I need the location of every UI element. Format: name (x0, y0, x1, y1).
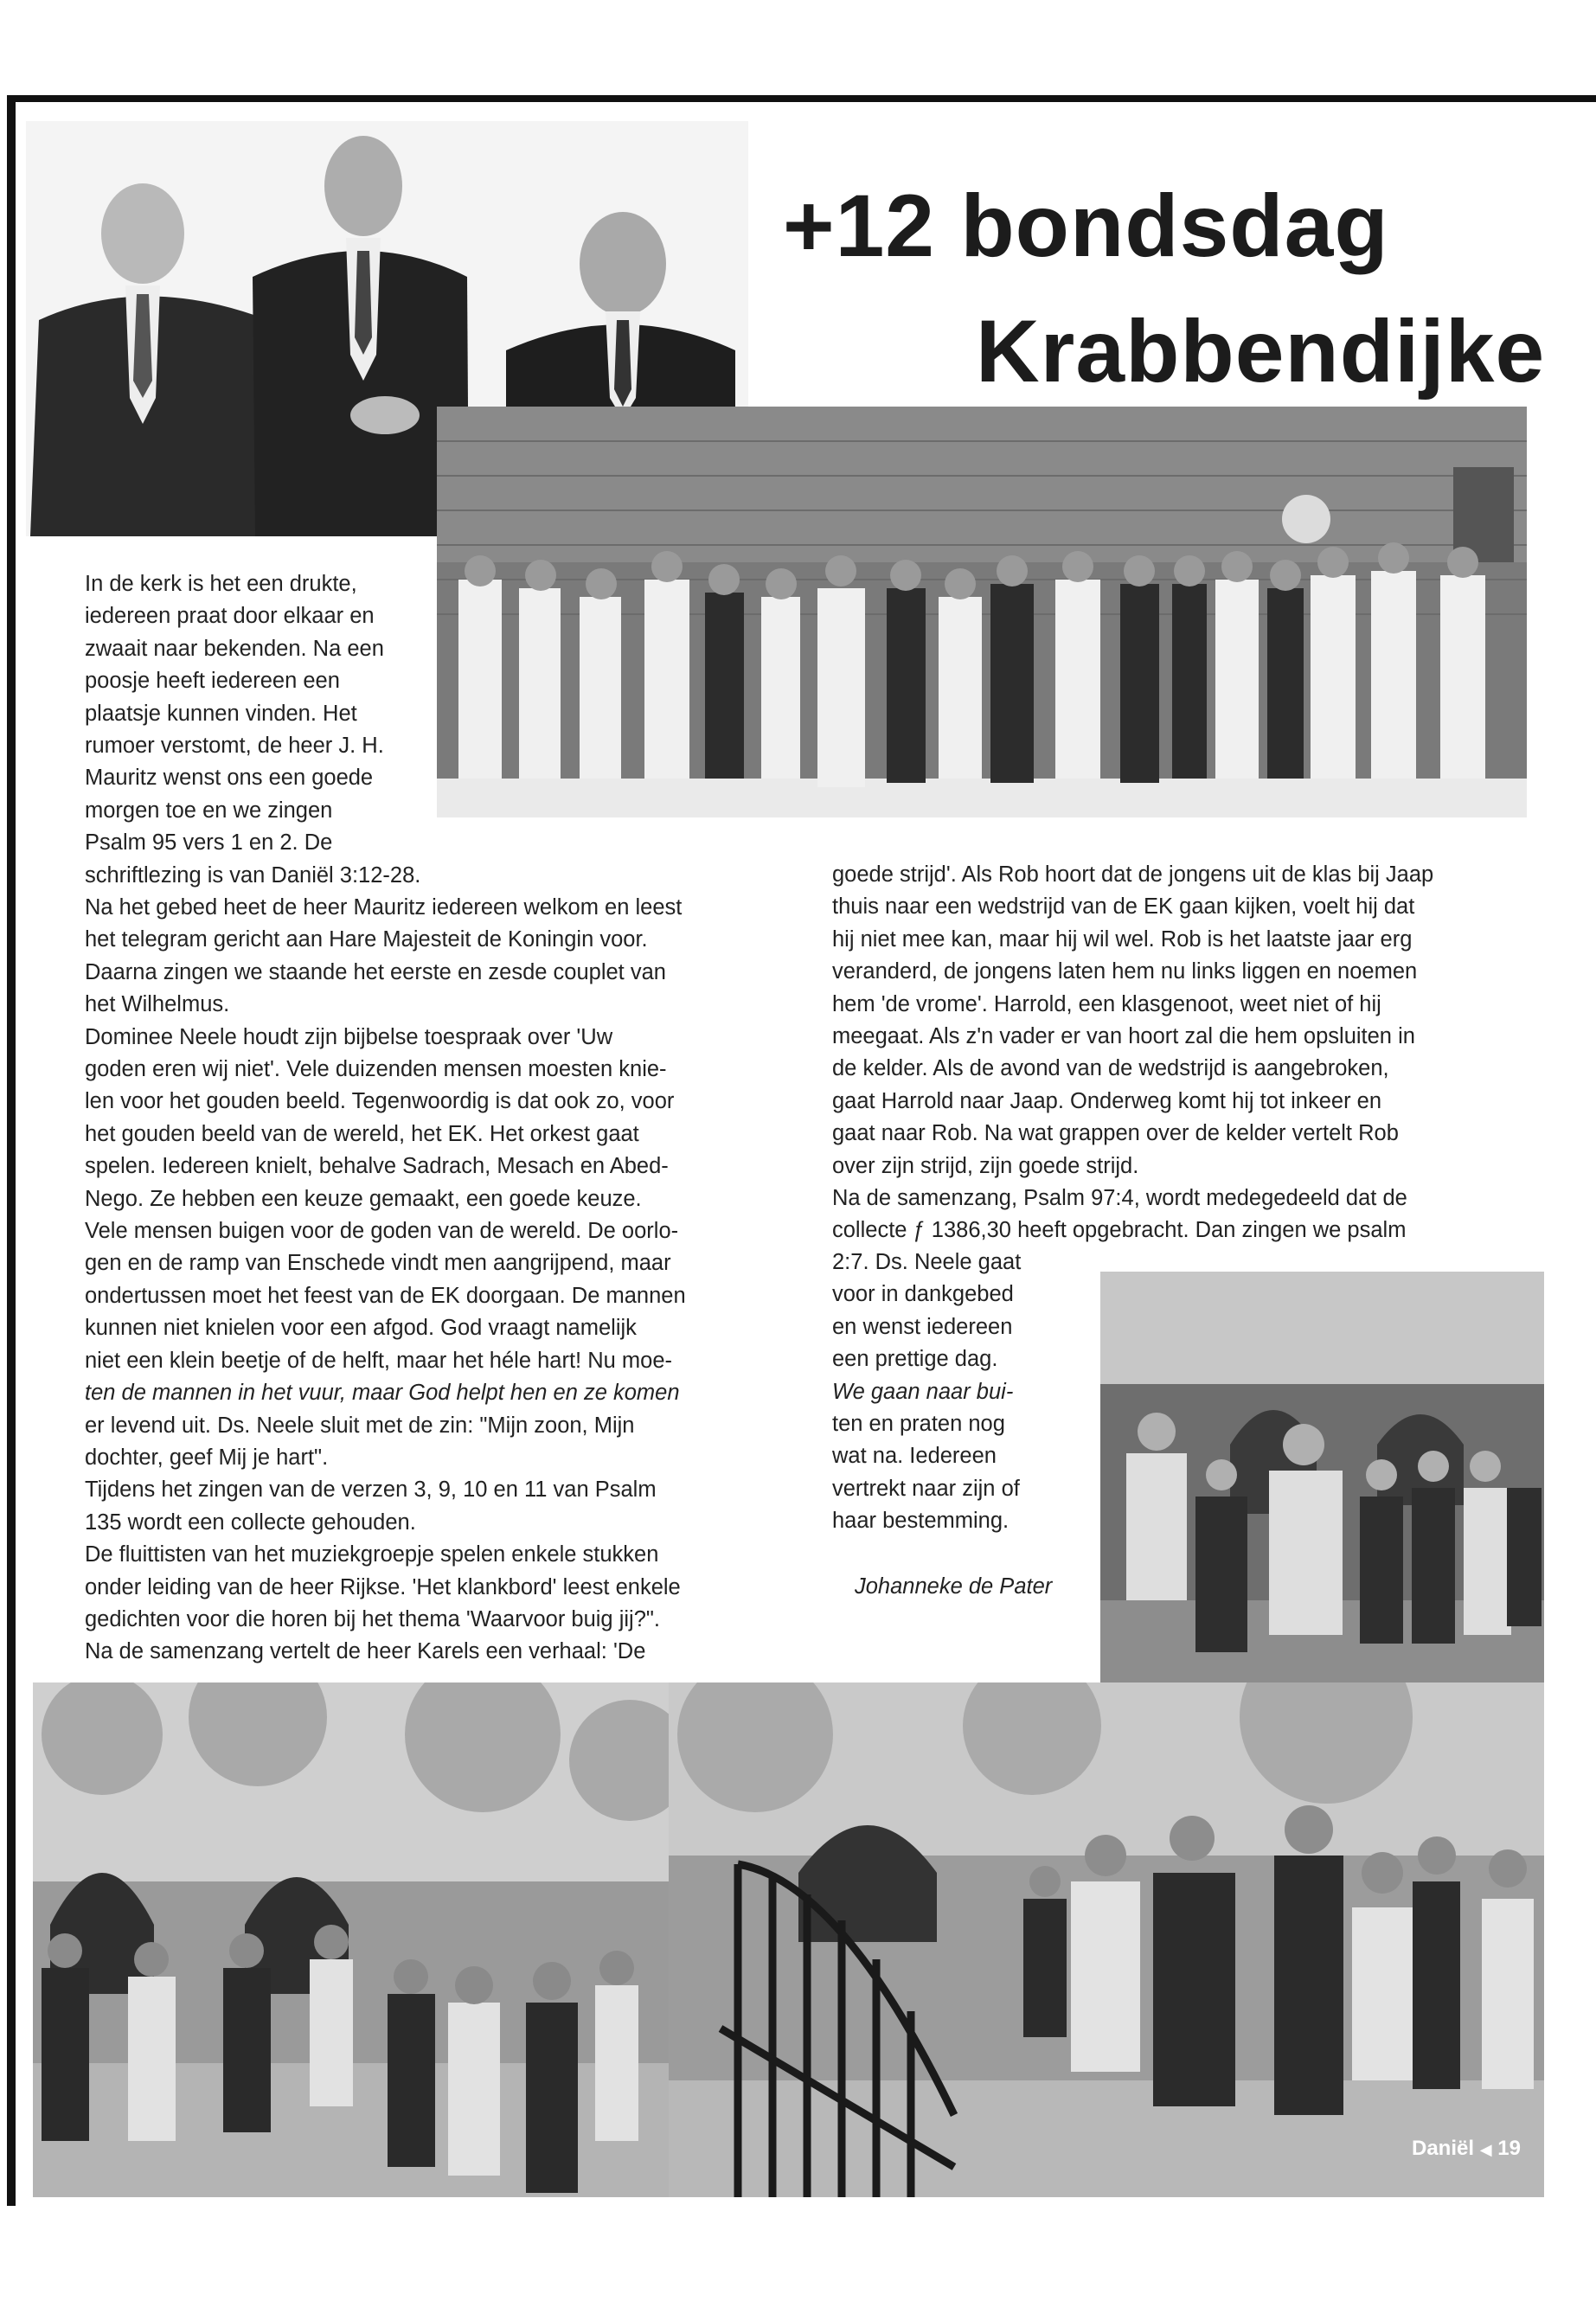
photo-choir (437, 407, 1527, 817)
article-title-line1: +12 bondsdag (783, 176, 1389, 275)
text-line: Vele mensen buigen voor de goden van de wereld. De oorlo- (85, 1219, 679, 1244)
text-line: veranderd, de jongens laten hem nu links liggen en noemen (832, 959, 1418, 984)
text-line: schriftlezing is van Daniël 3:12-28. (85, 862, 421, 888)
text-line: iedereen praat door elkaar en (85, 604, 375, 629)
text-line: spelen. Iedereen knielt, behalve Sadrach, Mesach en Abed- (85, 1154, 669, 1179)
text-line: Mauritz wenst ons een goede (85, 766, 374, 791)
text-line: onder leiding van de heer Rijkse. 'Het klankbord' leest enkele (85, 1574, 681, 1599)
text-line: de kelder. Als de avond van de wedstrijd is aangebroken, (832, 1056, 1389, 1081)
text-line: 135 wordt een collecte gehouden. (85, 1509, 416, 1535)
text-line: Na de samenzang, Psalm 97:4, wordt medegedeeld dat de (832, 1186, 1407, 1211)
text-col1-main (85, 892, 794, 1669)
text-line: niet een klein beetje of de helft, maar het héle hart! Nu moe- (85, 1348, 672, 1373)
photo-church-exit-1 (1100, 1272, 1544, 1695)
text-line: len voor het gouden beeld. Tegenwoordig is dat ook zo, voor (85, 1089, 675, 1114)
text-line: rumoer verstomt, de heer J. H. (85, 734, 384, 759)
page-number: 19 (1497, 2137, 1521, 2160)
text-line: ten de mannen in het vuur, maar God helpt hen en ze komen (85, 1381, 680, 1406)
left-rule (7, 95, 16, 2206)
text-line: Na het gebed heet de heer Mauritz iedereen welkom en leest (85, 895, 683, 920)
text-line: het telegram gericht aan Hare Majesteit de Koningin voor. (85, 927, 648, 952)
text-line: ten en praten nog (832, 1412, 1005, 1437)
text-line: wat na. Iedereen (832, 1444, 997, 1469)
top-rule (7, 95, 1596, 102)
text-line: het gouden beeld van de wereld, het EK. Het orkest gaat (85, 1121, 639, 1146)
text-line: het Wilhelmus. (85, 992, 230, 1017)
text-line: dochter, geef Mij je hart". (85, 1445, 329, 1470)
text-line: morgen toe en we zingen (85, 798, 333, 823)
text-line: haar bestemming. (832, 1509, 1010, 1534)
text-line: vertrekt naar zijn of (832, 1476, 1020, 1501)
text-line: meegaat. Als z'n vader er van hoort zal die hem opsluiten in (832, 1024, 1415, 1049)
text-line: hij niet mee kan, maar hij wil wel. Rob is het laatste jaar erg (832, 926, 1413, 952)
text-line: Dominee Neele houdt zijn bijbelse toespraak over 'Uw (85, 1024, 613, 1049)
text-line: gen en de ramp van Enschede vindt men aangrijpend, maar (85, 1251, 671, 1276)
page-footer (1412, 2137, 1521, 2161)
author-byline: Johanneke de Pater (855, 1574, 1053, 1599)
photo-courtyard-left (33, 1682, 669, 2197)
text-line: Tijdens het zingen van de verzen 3, 9, 10 en 11 van Psalm (85, 1477, 657, 1503)
text-line: poosje heeft iedereen een (85, 669, 340, 694)
footer-arrow-icon: ◀ (1479, 2141, 1492, 2158)
text-col1-wrap (85, 568, 435, 892)
text-line: Psalm 95 vers 1 en 2. De (85, 830, 333, 856)
text-line: ondertussen moet het feest van de EK doorgaan. De mannen (85, 1283, 686, 1308)
text-line: plaatsje kunnen vinden. Het (85, 701, 357, 726)
text-line: De fluittisten van het muziekgroepje spelen enkele stukken (85, 1542, 659, 1567)
text-line: zwaait naar bekenden. Na een (85, 636, 384, 661)
text-line: thuis naar een wedstrijd van de EK gaan kijken, voelt hij dat (832, 894, 1415, 920)
photo-courtyard-gate (669, 1682, 1544, 2197)
magazine-name: Daniël (1412, 2137, 1475, 2160)
text-line: gaat Harrold naar Jaap. Onderweg komt hij tot inkeer en (832, 1088, 1382, 1113)
text-line: een prettige dag. (832, 1347, 998, 1372)
text-col2-wrap (832, 1247, 1092, 1538)
text-line: Na de samenzang vertelt de heer Karels een verhaal: 'De (85, 1639, 646, 1664)
text-line: We gaan naar bui- (832, 1379, 1014, 1404)
text-line: In de kerk is het een drukte, (85, 572, 357, 596)
text-line: er levend uit. Ds. Neele sluit met de zin: "Mijn zoon, Mijn (85, 1413, 635, 1438)
text-line: gaat naar Rob. Na wat grappen over de kelder vertelt Rob (832, 1121, 1399, 1146)
text-line: Daarna zingen we staande het eerste en zesde couplet van (85, 959, 666, 984)
text-col2-main (832, 859, 1542, 1247)
article-title-line2: Krabbendijke (976, 302, 1546, 401)
text-line: en wenst iedereen (832, 1314, 1013, 1339)
text-line: 2:7. Ds. Neele gaat (832, 1250, 1022, 1274)
text-line: collecte ƒ 1386,30 heeft opgebracht. Dan zingen we psalm (832, 1218, 1407, 1243)
text-line: goden eren wij niet'. Vele duizenden mensen moesten knie- (85, 1057, 667, 1082)
text-line: kunnen niet knielen voor een afgod. God vraagt namelijk (85, 1316, 637, 1341)
text-line: gedichten voor die horen bij het thema 'Waarvoor buig jij?". (85, 1606, 661, 1631)
text-line: goede strijd'. Als Rob hoort dat de jongens uit de klas bij Jaap (832, 862, 1434, 887)
text-line: hem 'de vrome'. Harrold, een klasgenoot, weet niet of hij (832, 991, 1381, 1016)
text-line: over zijn strijd, zijn goede strijd. (832, 1153, 1139, 1178)
text-line: Nego. Ze hebben een keuze gemaakt, een goede keuze. (85, 1186, 642, 1211)
text-line: voor in dankgebed (832, 1282, 1014, 1307)
